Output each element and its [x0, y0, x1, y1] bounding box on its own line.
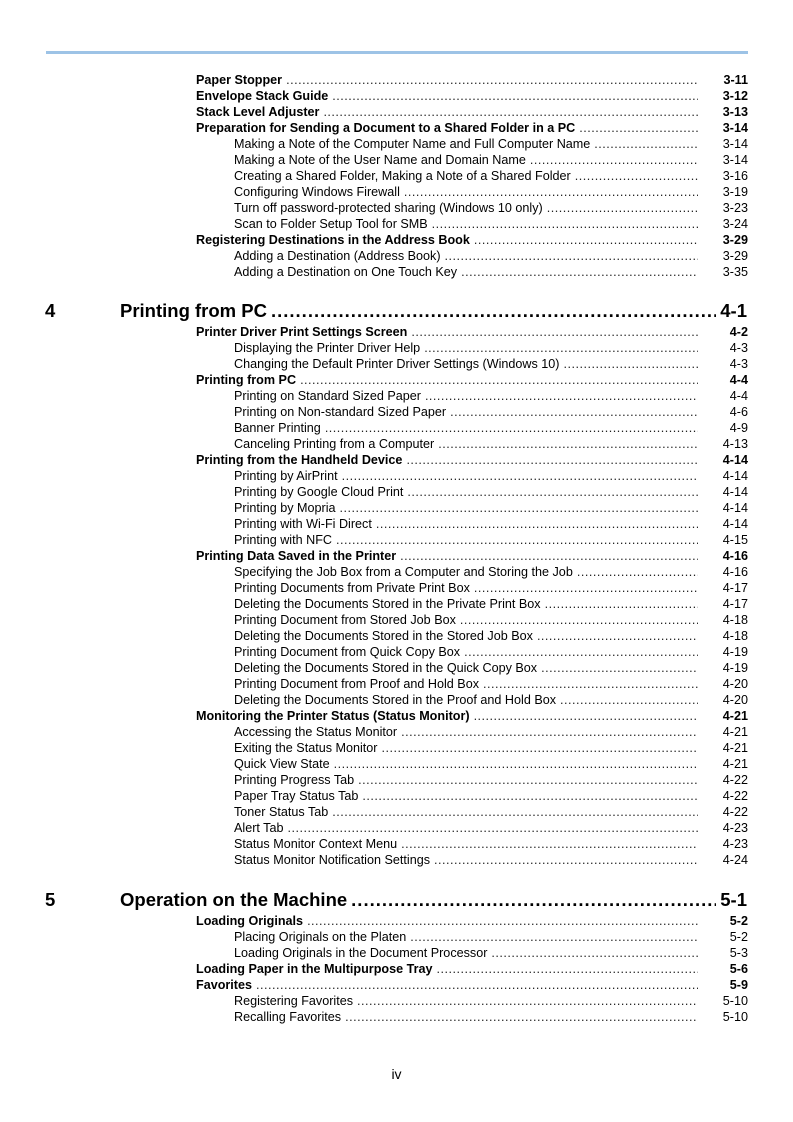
- toc-entry-page: 4-21: [722, 725, 748, 739]
- toc-entry-title: Paper Stopper: [196, 73, 283, 87]
- toc-section-entry[interactable]: [0, 72, 793, 88]
- toc-entry-page: 3-29: [722, 233, 748, 247]
- toc-entry-page: 3-23: [722, 201, 748, 215]
- toc-subsection-entry[interactable]: [0, 468, 793, 484]
- dot-leader: [407, 484, 698, 500]
- toc-subsection-entry[interactable]: [0, 612, 793, 628]
- toc-entry-page: 4-19: [722, 645, 748, 659]
- dot-leader: [563, 356, 698, 372]
- page-number: iv: [391, 1066, 402, 1082]
- dot-leader: [474, 232, 698, 248]
- dot-leader: [332, 804, 698, 820]
- toc-entry-title: Printing from the Handheld Device: [196, 453, 403, 467]
- toc-section-entry[interactable]: [0, 324, 793, 340]
- toc-subsection-entry[interactable]: [0, 500, 793, 516]
- toc-entry-title: Stack Level Adjuster: [196, 105, 320, 119]
- toc-section-entry[interactable]: [0, 961, 793, 977]
- toc-entry-page: 3-13: [722, 105, 748, 119]
- toc-entry-title: Printing by AirPrint: [234, 469, 338, 483]
- toc-subsection-entry[interactable]: [0, 484, 793, 500]
- toc-entry-page: 3-14: [722, 137, 748, 151]
- dot-leader: [325, 420, 698, 436]
- dot-leader: [545, 596, 698, 612]
- toc-subsection-entry[interactable]: [0, 580, 793, 596]
- toc-entry-title: Printing with Wi-Fi Direct: [234, 517, 372, 531]
- toc-entry-title: Alert Tab: [234, 821, 284, 835]
- toc-entry-page: 4-17: [722, 597, 748, 611]
- toc-entry-title: Placing Originals on the Platen: [234, 930, 407, 944]
- toc-entry-title: Printing Document from Quick Copy Box: [234, 645, 461, 659]
- toc-entry-page: 5-3: [729, 946, 748, 960]
- dot-leader: [474, 708, 698, 724]
- dot-leader: [464, 644, 698, 660]
- dot-leader: [411, 324, 698, 340]
- toc-entry-page: 3-35: [722, 265, 748, 279]
- toc-entry-title: Printing by Google Cloud Print: [234, 485, 404, 499]
- toc-entry-page: 5-10: [722, 994, 748, 1008]
- dot-leader: [323, 104, 698, 120]
- toc-entry-title: Adding a Destination (Address Book): [234, 249, 441, 263]
- toc-entry-title: Status Monitor Notification Settings: [234, 853, 430, 867]
- toc-subsection-entry[interactable]: [0, 660, 793, 676]
- toc-entry-page: 3-14: [722, 153, 748, 167]
- toc-entry-page: 4-21: [722, 757, 748, 771]
- dot-leader: [351, 887, 716, 913]
- toc-entry-page: 5-2: [729, 914, 748, 928]
- dot-leader: [547, 200, 698, 216]
- toc-entry-title: Specifying the Job Box from a Computer and Storing the Job: [234, 565, 573, 579]
- toc-entry-title: Deleting the Documents Stored in the Private Print Box: [234, 597, 541, 611]
- dot-leader: [530, 152, 698, 168]
- toc-entry-title: Envelope Stack Guide: [196, 89, 329, 103]
- toc-entry-page: 4-16: [722, 549, 748, 563]
- dot-leader: [445, 248, 698, 264]
- toc-section-entry[interactable]: [0, 913, 793, 929]
- dot-leader: [432, 216, 698, 232]
- toc-entry-title: Deleting the Documents Stored in the Stored Job Box: [234, 629, 533, 643]
- toc-section-entry[interactable]: [0, 548, 793, 564]
- dot-leader: [560, 692, 698, 708]
- dot-leader: [357, 993, 698, 1009]
- toc-entry-page: 4-16: [722, 565, 748, 579]
- toc-entry-title: Printing Document from Stored Job Box: [234, 613, 456, 627]
- toc-subsection-entry[interactable]: [0, 692, 793, 708]
- toc-entry-page: 4-2: [729, 325, 748, 339]
- dot-leader: [437, 961, 698, 977]
- toc-subsection-entry[interactable]: [0, 404, 793, 420]
- toc-entry-title: Adding a Destination on One Touch Key: [234, 265, 458, 279]
- toc-section-entry[interactable]: [0, 104, 793, 120]
- toc-subsection-entry[interactable]: [0, 644, 793, 660]
- dot-leader: [307, 913, 698, 929]
- toc-entry-title: Preparation for Sending a Document to a Shared Folder in a PC: [196, 121, 576, 135]
- toc-entry-title: Printing Documents from Private Print Box: [234, 581, 470, 595]
- toc-entry-title: Toner Status Tab: [234, 805, 329, 819]
- toc-entry-page: 3-14: [722, 121, 748, 135]
- toc-entry-title: Paper Tray Status Tab: [234, 789, 359, 803]
- toc-entry-page: 4-20: [722, 693, 748, 707]
- toc-subsection-entry[interactable]: [0, 676, 793, 692]
- dot-leader: [461, 264, 698, 280]
- dot-leader: [340, 500, 699, 516]
- toc-entry-page: 4-22: [722, 789, 748, 803]
- toc-subsection-entry[interactable]: [0, 248, 793, 264]
- toc-entry-title: Scan to Folder Setup Tool for SMB: [234, 217, 428, 231]
- toc-subsection-entry[interactable]: [0, 184, 793, 200]
- toc-entry-page: 4-15: [722, 533, 748, 547]
- toc-entry-title: Registering Favorites: [234, 994, 353, 1008]
- toc-entry-title: Loading Originals: [196, 914, 304, 928]
- toc-entry-page: 4-22: [722, 773, 748, 787]
- toc-entry-page: 4-3: [729, 341, 748, 355]
- toc-entry-page: 5-2: [729, 930, 748, 944]
- dot-leader: [579, 120, 698, 136]
- toc-subsection-entry[interactable]: [0, 596, 793, 612]
- chapter-heading-4[interactable]: [0, 298, 793, 324]
- toc-entry-title: Deleting the Documents Stored in the Proof and Hold Box: [234, 693, 557, 707]
- toc-entry-title: Printing Data Saved in the Printer: [196, 549, 397, 563]
- toc-entry-page: 3-24: [722, 217, 748, 231]
- toc-entry-title: Making a Note of the Computer Name and Full Computer Name: [234, 137, 591, 151]
- toc-subsection-entry[interactable]: [0, 200, 793, 216]
- chapter-title: Printing from PC: [120, 300, 267, 321]
- toc-entry-page: 4-18: [722, 613, 748, 627]
- dot-leader: [406, 452, 698, 468]
- toc-entry-title: Accessing the Status Monitor: [234, 725, 398, 739]
- toc-entry-page: 5-9: [729, 978, 748, 992]
- dot-leader: [438, 436, 698, 452]
- toc-entry-title: Printing on Non-standard Sized Paper: [234, 405, 447, 419]
- toc-subsection-entry[interactable]: [0, 216, 793, 232]
- toc-entry-title: Exiting the Status Monitor: [234, 741, 378, 755]
- dot-leader: [577, 564, 698, 580]
- dot-leader: [474, 580, 698, 596]
- toc-entry-title: Registering Destinations in the Address Book: [196, 233, 470, 247]
- dot-leader: [336, 532, 698, 548]
- dot-leader: [334, 756, 698, 772]
- toc-entry-page: 4-3: [729, 357, 748, 371]
- toc-subsection-entry[interactable]: [0, 788, 793, 804]
- toc-entry-page: 3-19: [722, 185, 748, 199]
- dot-leader: [286, 72, 698, 88]
- toc-subsection-entry[interactable]: [0, 772, 793, 788]
- toc-section-chapter-5: [0, 913, 793, 1025]
- chapter-number: 4: [45, 300, 56, 321]
- toc-entry-page: 4-21: [722, 741, 748, 755]
- toc-subsection-entry[interactable]: [0, 516, 793, 532]
- toc-entry-page: 4-14: [722, 501, 748, 515]
- toc-subsection-entry[interactable]: [0, 436, 793, 452]
- toc-entry-page: 4-23: [722, 837, 748, 851]
- toc-entry-page: 3-12: [722, 89, 748, 103]
- toc-entry-title: Quick View State: [234, 757, 330, 771]
- toc-subsection-entry[interactable]: [0, 945, 793, 961]
- toc-entry-page: 4-18: [722, 629, 748, 643]
- toc-section-entry[interactable]: [0, 452, 793, 468]
- toc-entry-page: 4-17: [722, 581, 748, 595]
- toc-entry-page: 4-14: [722, 517, 748, 531]
- toc-entry-page: 4-6: [729, 405, 748, 419]
- toc-entry-title: Printing Document from Proof and Hold Box: [234, 677, 479, 691]
- dot-leader: [345, 1009, 698, 1025]
- dot-leader: [382, 740, 699, 756]
- toc-entry-title: Banner Printing: [234, 421, 321, 435]
- toc-entry-page: 4-14: [722, 469, 748, 483]
- dot-leader: [287, 820, 698, 836]
- dot-leader: [434, 852, 698, 868]
- toc-entry-page: 5-10: [722, 1010, 748, 1024]
- toc-subsection-entry[interactable]: [0, 340, 793, 356]
- toc-entry-page: 4-19: [722, 661, 748, 675]
- toc-subsection-entry[interactable]: [0, 1009, 793, 1025]
- dot-leader: [594, 136, 698, 152]
- toc-section-entry[interactable]: [0, 88, 793, 104]
- table-of-contents: [0, 72, 793, 1025]
- toc-subsection-entry[interactable]: [0, 804, 793, 820]
- chapter-title: Operation on the Machine: [120, 889, 348, 910]
- toc-entry-page: 4-21: [722, 709, 748, 723]
- toc-subsection-entry[interactable]: [0, 136, 793, 152]
- toc-entry-title: Recalling Favorites: [234, 1010, 342, 1024]
- toc-entry-title: Printing on Standard Sized Paper: [234, 389, 421, 403]
- dot-leader: [425, 388, 698, 404]
- dot-leader: [537, 628, 698, 644]
- dot-leader: [376, 516, 698, 532]
- dot-leader: [424, 340, 698, 356]
- dot-leader: [256, 977, 698, 993]
- toc-entry-page: 4-23: [722, 821, 748, 835]
- toc-entry-page: 5-6: [729, 962, 748, 976]
- toc-entry-title: Making a Note of the User Name and Domain Name: [234, 153, 526, 167]
- toc-entry-page: 3-29: [722, 249, 748, 263]
- header-rule: [46, 51, 748, 54]
- toc-entry-title: Displaying the Printer Driver Help: [234, 341, 421, 355]
- toc-entry-title: Printer Driver Print Settings Screen: [196, 325, 408, 339]
- toc-entry-title: Loading Paper in the Multipurpose Tray: [196, 962, 433, 976]
- toc-entry-page: 4-22: [722, 805, 748, 819]
- toc-subsection-entry[interactable]: [0, 724, 793, 740]
- chapter-page: 5-1: [720, 889, 747, 910]
- toc-section-entry[interactable]: [0, 232, 793, 248]
- toc-section-entry[interactable]: [0, 120, 793, 136]
- dot-leader: [575, 168, 698, 184]
- toc-subsection-entry[interactable]: [0, 388, 793, 404]
- toc-subsection-entry[interactable]: [0, 420, 793, 436]
- toc-entry-title: Printing Progress Tab: [234, 773, 355, 787]
- toc-section-entry[interactable]: [0, 977, 793, 993]
- toc-entry-title: Creating a Shared Folder, Making a Note of a Shared Folder: [234, 169, 571, 183]
- toc-section-entry[interactable]: [0, 708, 793, 724]
- toc-entry-page: 4-4: [729, 389, 748, 403]
- dot-leader: [358, 772, 698, 788]
- toc-subsection-entry[interactable]: [0, 532, 793, 548]
- toc-subsection-entry[interactable]: [0, 852, 793, 868]
- dot-leader: [450, 404, 698, 420]
- toc-subsection-entry[interactable]: [0, 740, 793, 756]
- chapter-number: 5: [45, 889, 56, 910]
- dot-leader: [271, 298, 716, 324]
- toc-entry-page: 3-11: [723, 73, 748, 87]
- toc-entry-title: Turn off password-protected sharing (Windows 10 only): [234, 201, 543, 215]
- toc-entry-page: 3-16: [722, 169, 748, 183]
- toc-entry-title: Favorites: [196, 978, 252, 992]
- toc-entry-title: Printing from PC: [196, 373, 297, 387]
- toc-entry-page: 4-20: [722, 677, 748, 691]
- dot-leader: [460, 612, 698, 628]
- dot-leader: [342, 468, 698, 484]
- dot-leader: [362, 788, 698, 804]
- toc-entry-title: Printing by Mopria: [234, 501, 336, 515]
- toc-entry-title: Printing with NFC: [234, 533, 332, 547]
- dot-leader: [300, 372, 698, 388]
- toc-entry-title: Configuring Windows Firewall: [234, 185, 400, 199]
- toc-subsection-entry[interactable]: [0, 356, 793, 372]
- toc-entry-page: 4-24: [722, 853, 748, 867]
- dot-leader: [332, 88, 698, 104]
- toc-subsection-entry[interactable]: [0, 168, 793, 184]
- toc-subsection-entry[interactable]: [0, 820, 793, 836]
- toc-entry-title: Status Monitor Context Menu: [234, 837, 398, 851]
- toc-section-chapter-4: [0, 324, 793, 868]
- toc-subsection-entry[interactable]: [0, 564, 793, 580]
- dot-leader: [483, 676, 698, 692]
- dot-leader: [410, 929, 698, 945]
- toc-entry-title: Canceling Printing from a Computer: [234, 437, 435, 451]
- toc-subsection-entry[interactable]: [0, 264, 793, 280]
- toc-entry-title: Deleting the Documents Stored in the Quick Copy Box: [234, 661, 538, 675]
- dot-leader: [404, 184, 698, 200]
- toc-entry-page: 4-4: [729, 373, 748, 387]
- toc-section-chapter-3-continued: [0, 72, 793, 280]
- toc-subsection-entry[interactable]: [0, 756, 793, 772]
- toc-subsection-entry[interactable]: [0, 929, 793, 945]
- dot-leader: [401, 836, 698, 852]
- toc-entry-page: 4-13: [722, 437, 748, 451]
- dot-leader: [400, 548, 698, 564]
- toc-subsection-entry[interactable]: [0, 836, 793, 852]
- toc-entry-title: Monitoring the Printer Status (Status Monitor): [196, 709, 470, 723]
- dot-leader: [541, 660, 698, 676]
- dot-leader: [401, 724, 698, 740]
- toc-entry-page: 4-14: [722, 485, 748, 499]
- toc-entry-title: Changing the Default Printer Driver Settings (Windows 10): [234, 357, 560, 371]
- toc-entry-page: 4-9: [729, 421, 748, 435]
- chapter-page: 4-1: [720, 300, 747, 321]
- dot-leader: [491, 945, 698, 961]
- chapter-heading-5[interactable]: [0, 887, 793, 913]
- toc-subsection-entry[interactable]: [0, 993, 793, 1009]
- toc-entry-title: Loading Originals in the Document Processor: [234, 946, 488, 960]
- toc-subsection-entry[interactable]: [0, 152, 793, 168]
- toc-subsection-entry[interactable]: [0, 628, 793, 644]
- toc-entry-page: 4-14: [722, 453, 748, 467]
- toc-section-entry[interactable]: [0, 372, 793, 388]
